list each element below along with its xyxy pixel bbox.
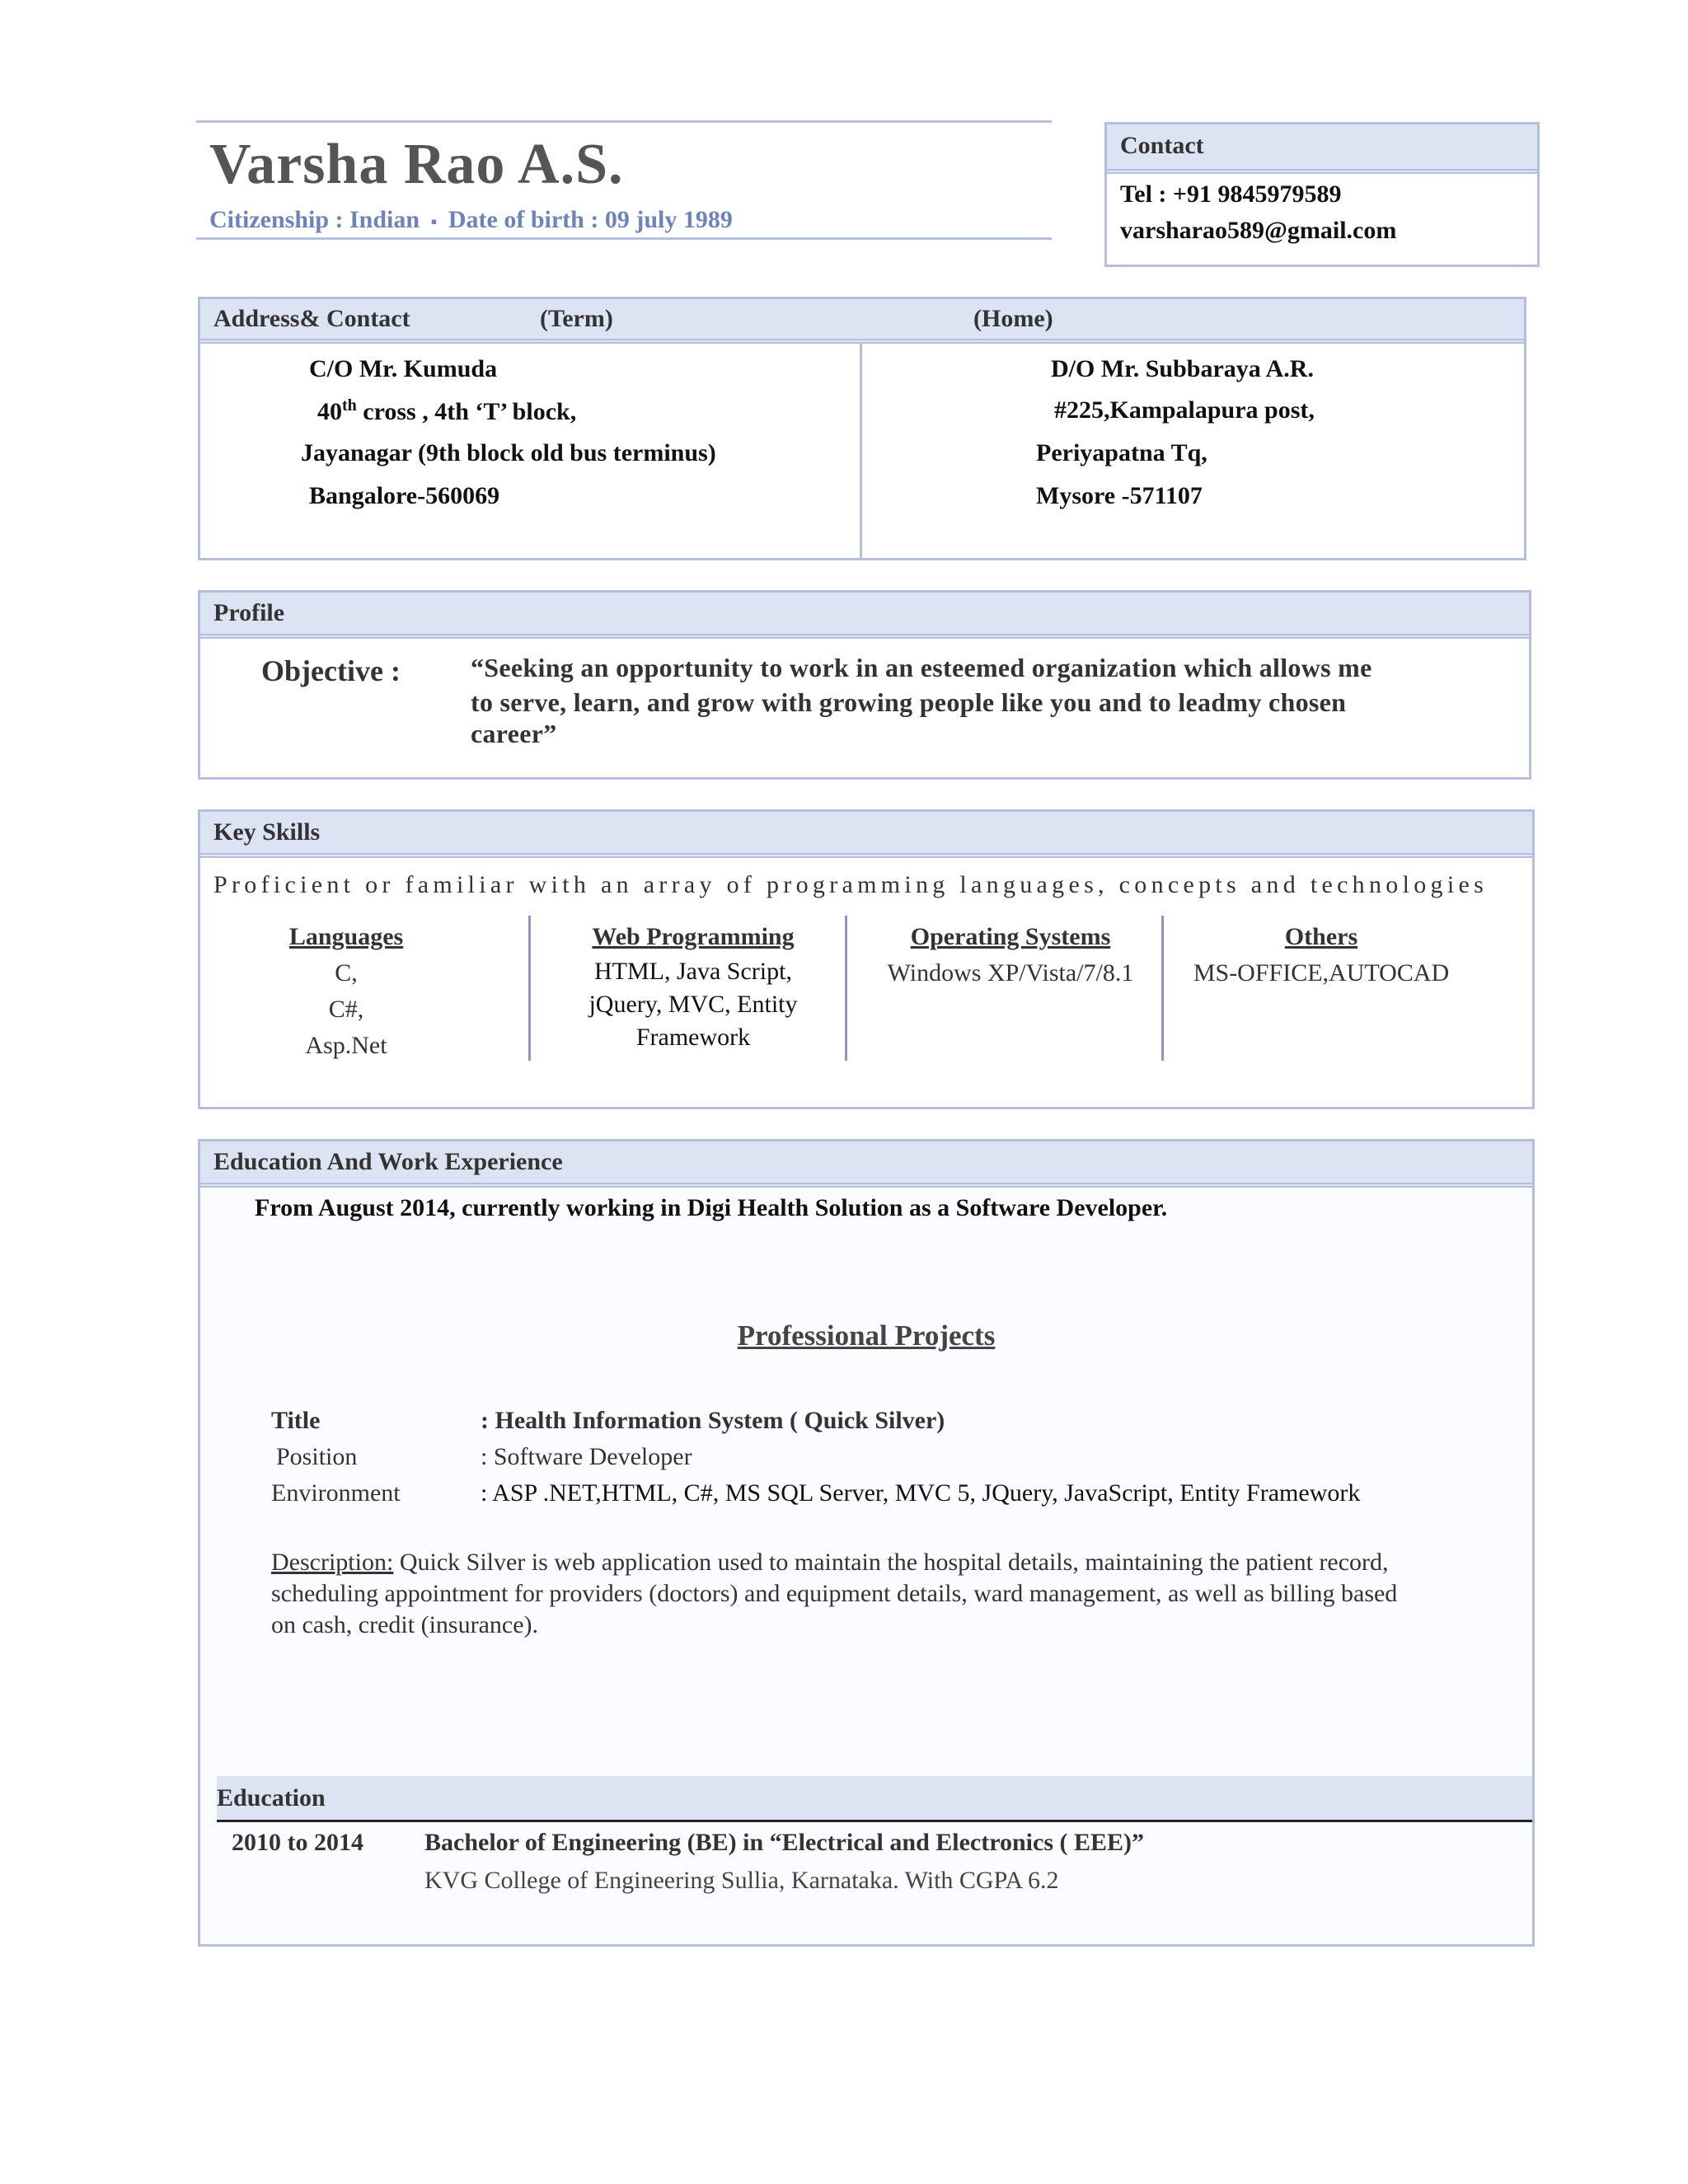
skill-item: Asp.Net: [305, 1032, 387, 1059]
term-address-line-3: Jayanagar (9th block old bus terminus): [301, 439, 716, 466]
skills-intro: Proficient or familiar with an array of programming languages, concepts and technologies: [213, 871, 1489, 898]
home-address-line-4: Mysore -571107: [1036, 482, 1203, 509]
description-line-1: Description: Quick Silver is web application used to maintain the hospital details, maintaining the patient record,: [271, 1549, 1389, 1576]
skills-heading-web-programming: Web Programming: [592, 923, 795, 950]
skill-item: C,: [335, 959, 358, 987]
home-label: (Home): [973, 305, 1053, 332]
description-line-2: scheduling appointment for providers (doctors) and equipment details, ward management, as well as billing based: [271, 1580, 1398, 1607]
contact-header: Contact: [1107, 124, 1537, 174]
project-title-label: Title: [271, 1407, 321, 1434]
address-section: [198, 297, 1526, 560]
skills-column-others: [1175, 919, 1468, 991]
contact-section: [1104, 122, 1540, 267]
address-divider: [860, 344, 862, 558]
home-address-line-1: D/O Mr. Subbaraya A.R.: [1051, 355, 1314, 382]
education-title: Education: [217, 1784, 326, 1811]
project-position-label: Position: [276, 1443, 358, 1470]
bullet-separator: ▪: [430, 211, 438, 232]
skills-divider-1: [528, 916, 531, 1061]
profile-header: Profile: [200, 593, 1529, 639]
skills-heading-languages: Languages: [288, 923, 404, 950]
objective-text: [471, 650, 1372, 748]
term-address-line-4: Bangalore-560069: [309, 482, 500, 509]
profile-section: [198, 590, 1531, 780]
citizenship: Citizenship : Indian: [209, 206, 420, 233]
skill-item: Windows XP/Vista/7/8.1: [887, 959, 1134, 987]
objective-line-1: “Seeking an opportunity to work in an esteemed organization which allows me: [471, 653, 1372, 682]
experience-header: Education And Work Experience: [200, 1141, 1532, 1188]
project-position-value: : Software Developer: [481, 1443, 692, 1470]
skill-item: Framework: [635, 1024, 751, 1051]
current-employment: From August 2014, currently working in Digi Health Solution as a Software Developer.: [255, 1194, 1168, 1221]
term-address-line-1: C/O Mr. Kumuda: [309, 355, 498, 382]
objective-line-3: career”: [471, 719, 557, 748]
skills-column-languages: [227, 919, 466, 1064]
project-environment-label: Environment: [271, 1479, 401, 1507]
skill-item: C#,: [328, 996, 364, 1023]
skill-item: HTML, Java Script,: [594, 958, 792, 985]
skills-column-web-programming: [546, 919, 840, 1054]
education-header: [217, 1776, 1532, 1822]
name-top-rule: [196, 120, 1052, 123]
skills-divider-3: [1161, 916, 1164, 1061]
description-label: Description:: [271, 1549, 394, 1576]
description-line-3: on cash, credit (insurance).: [271, 1611, 539, 1638]
contact-phone: Tel : +91 9845979589: [1120, 180, 1342, 208]
project-title-value: : Health Information System ( Quick Silver): [481, 1407, 945, 1434]
key-skills-header: Key Skills: [200, 812, 1532, 858]
personal-details: [209, 206, 733, 234]
skills-heading-operating-systems: Operating Systems: [910, 923, 1111, 950]
address-header: [200, 299, 1524, 344]
skill-item: MS-OFFICE,AUTOCAD: [1193, 959, 1450, 987]
name-bottom-rule: [196, 237, 1052, 240]
project-description: [271, 1547, 1526, 1641]
skills-divider-2: [845, 916, 847, 1061]
objective-label: Objective :: [261, 654, 401, 687]
skills-column-operating-systems: [858, 919, 1163, 991]
education-degree: Bachelor of Engineering (BE) in “Electrical and Electronics ( EEE)”: [424, 1829, 1145, 1856]
experience-section: [198, 1139, 1535, 1947]
date-of-birth: Date of birth : 09 july 1989: [448, 206, 733, 233]
term-address-line-2: 40th cross , 4th ‘T’ block,: [317, 396, 577, 425]
skills-heading-others: Others: [1284, 923, 1358, 950]
home-address-line-3: Periyapatna Tq,: [1036, 439, 1207, 466]
key-skills-section: [198, 809, 1535, 1109]
address-title: Address& Contact: [213, 305, 410, 332]
objective-line-2: to serve, learn, and grow with growing people like you and to leadmy chosen: [471, 687, 1347, 717]
project-environment-value: : ASP .NET,HTML, C#, MS SQL Server, MVC 5, JQuery, JavaScript, Entity Framework: [481, 1479, 1361, 1507]
skill-item: jQuery, MVC, Entity: [588, 991, 798, 1018]
professional-projects-heading: Professional Projects: [737, 1319, 996, 1352]
contact-email: varsharao589@gmail.com: [1120, 217, 1397, 244]
home-address-line-2: #225,Kampalapura post,: [1054, 396, 1315, 424]
education-years: 2010 to 2014: [232, 1829, 363, 1856]
term-label: (Term): [540, 305, 613, 332]
candidate-name: Varsha Rao A.S.: [209, 133, 624, 196]
education-college: KVG College of Engineering Sullia, Karnataka. With CGPA 6.2: [424, 1867, 1059, 1894]
